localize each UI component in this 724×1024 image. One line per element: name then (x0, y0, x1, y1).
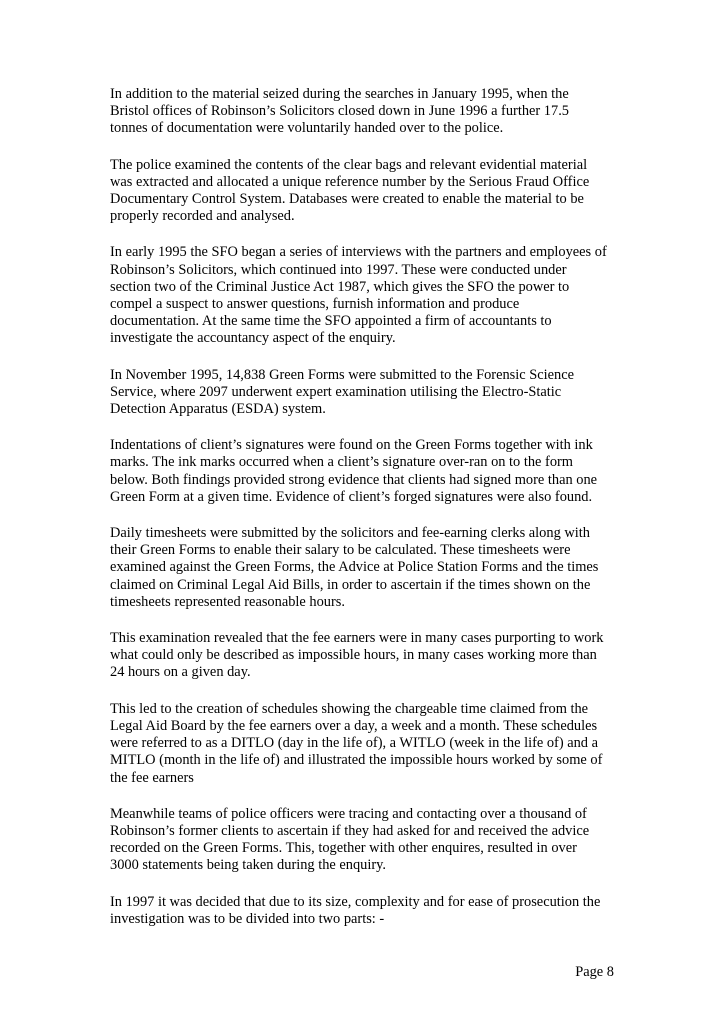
paragraph-3-line-4: compel a suspect to answer questions, furnish information and produce (110, 296, 520, 313)
paragraph-10-line-2: investigation was to be divided into two parts: - (110, 910, 385, 927)
paragraph-10-line-1: In 1997 it was decided that due to its size, complexity and for ease of prosecution the (110, 893, 601, 910)
paragraph-2-line-2: was extracted and allocated a unique reference number by the Serious Fraud Office (110, 173, 590, 190)
paragraph-4-line-2: Service, where 2097 underwent expert examination utilising the Electro-Static (110, 383, 562, 400)
paragraph-8-line-5: the fee earners (110, 769, 194, 786)
document-page (110, 86, 620, 947)
paragraph-1-line-3: tonnes of documentation were voluntarily handed over to the police. (110, 120, 504, 137)
paragraph-3-line-1: In early 1995 the SFO began a series of interviews with the partners and employees of (110, 244, 607, 261)
paragraph-3-line-6: investigate the accountancy aspect of the enquiry. (110, 330, 396, 347)
paragraph-6-line-1: Daily timesheets were submitted by the solicitors and fee-earning clerks along with (110, 525, 590, 542)
paragraph-1 (110, 86, 620, 138)
paragraph-6 (110, 525, 620, 611)
paragraph-8 (110, 701, 620, 787)
paragraph-8-line-1: This led to the creation of schedules showing the chargeable time claimed from the (110, 700, 589, 717)
paragraph-9 (110, 806, 620, 875)
paragraph-5-line-2: marks. The ink marks occurred when a client’s signature over-ran on to the form (110, 454, 573, 471)
paragraph-8-line-2: Legal Aid Board by the fee earners over a day, a week and a month. These schedules (110, 717, 598, 734)
paragraph-8-line-4: MITLO (month in the life of) and illustrated the impossible hours worked by some of (110, 752, 603, 769)
paragraph-7-line-2: what could only be described as impossible hours, in many cases working more than (110, 647, 597, 664)
paragraph-3 (110, 244, 620, 347)
paragraph-9-line-2: Robinson’s former clients to ascertain if they had asked for and received the advice (110, 822, 590, 839)
paragraph-5-line-1: Indentations of client’s signatures were found on the Green Forms together with ink (110, 437, 593, 454)
paragraph-4-line-1: In November 1995, 14,838 Green Forms were submitted to the Forensic Science (110, 366, 574, 383)
page-number: Page 8 (575, 964, 614, 980)
paragraph-6-line-4: claimed on Criminal Legal Aid Bills, in order to ascertain if the times shown on the (110, 576, 591, 593)
paragraph-8-line-3: were referred to as a DITLO (day in the life of), a WITLO (week in the life of) and a (110, 735, 598, 752)
paragraph-3-line-3: section two of the Criminal Justice Act 1987, which gives the SFO the power to (110, 278, 570, 295)
paragraph-3-line-5: documentation. At the same time the SFO appointed a firm of accountants to (110, 313, 552, 330)
paragraph-1-line-2: Bristol offices of Robinson’s Solicitors closed down in June 1996 a further 17.5 (110, 103, 569, 120)
paragraph-4-line-3: Detection Apparatus (ESDA) system. (110, 401, 326, 418)
paragraph-6-line-2: their Green Forms to enable their salary to be calculated. These timesheets were (110, 542, 571, 559)
paragraph-7 (110, 630, 620, 682)
paragraph-2-line-4: properly recorded and analysed. (110, 208, 295, 225)
paragraph-7-line-3: 24 hours on a given day. (110, 664, 251, 681)
paragraph-9-line-1: Meanwhile teams of police officers were tracing and contacting over a thousand of (110, 805, 587, 822)
paragraph-6-line-5: timesheets represented reasonable hours. (110, 593, 345, 610)
paragraph-7-line-1: This examination revealed that the fee earners were in many cases purporting to work (110, 630, 604, 647)
paragraph-2 (110, 157, 620, 226)
paragraph-2-line-3: Documentary Control System. Databases were created to enable the material to be (110, 191, 584, 208)
paragraph-9-line-4: 3000 statements being taken during the enquiry. (110, 857, 387, 874)
paragraph-5 (110, 437, 620, 506)
paragraph-3-line-2: Robinson’s Solicitors, which continued into 1997. These were conducted under (110, 261, 567, 278)
paragraph-5-line-3: below. Both findings provided strong evidence that clients had signed more than one (110, 471, 598, 488)
paragraph-10 (110, 894, 620, 928)
paragraph-9-line-3: recorded on the Green Forms. This, together with other enquires, resulted in over (110, 840, 577, 857)
paragraph-4 (110, 367, 620, 419)
paragraph-6-line-3: examined against the Green Forms, the Advice at Police Station Forms and the times (110, 559, 599, 576)
paragraph-5-line-4: Green Form at a given time. Evidence of client’s forged signatures were also found. (110, 488, 593, 505)
paragraph-2-line-1: The police examined the contents of the clear bags and relevant evidential material (110, 156, 588, 173)
paragraph-1-line-1: In addition to the material seized during the searches in January 1995, when the (110, 86, 569, 102)
